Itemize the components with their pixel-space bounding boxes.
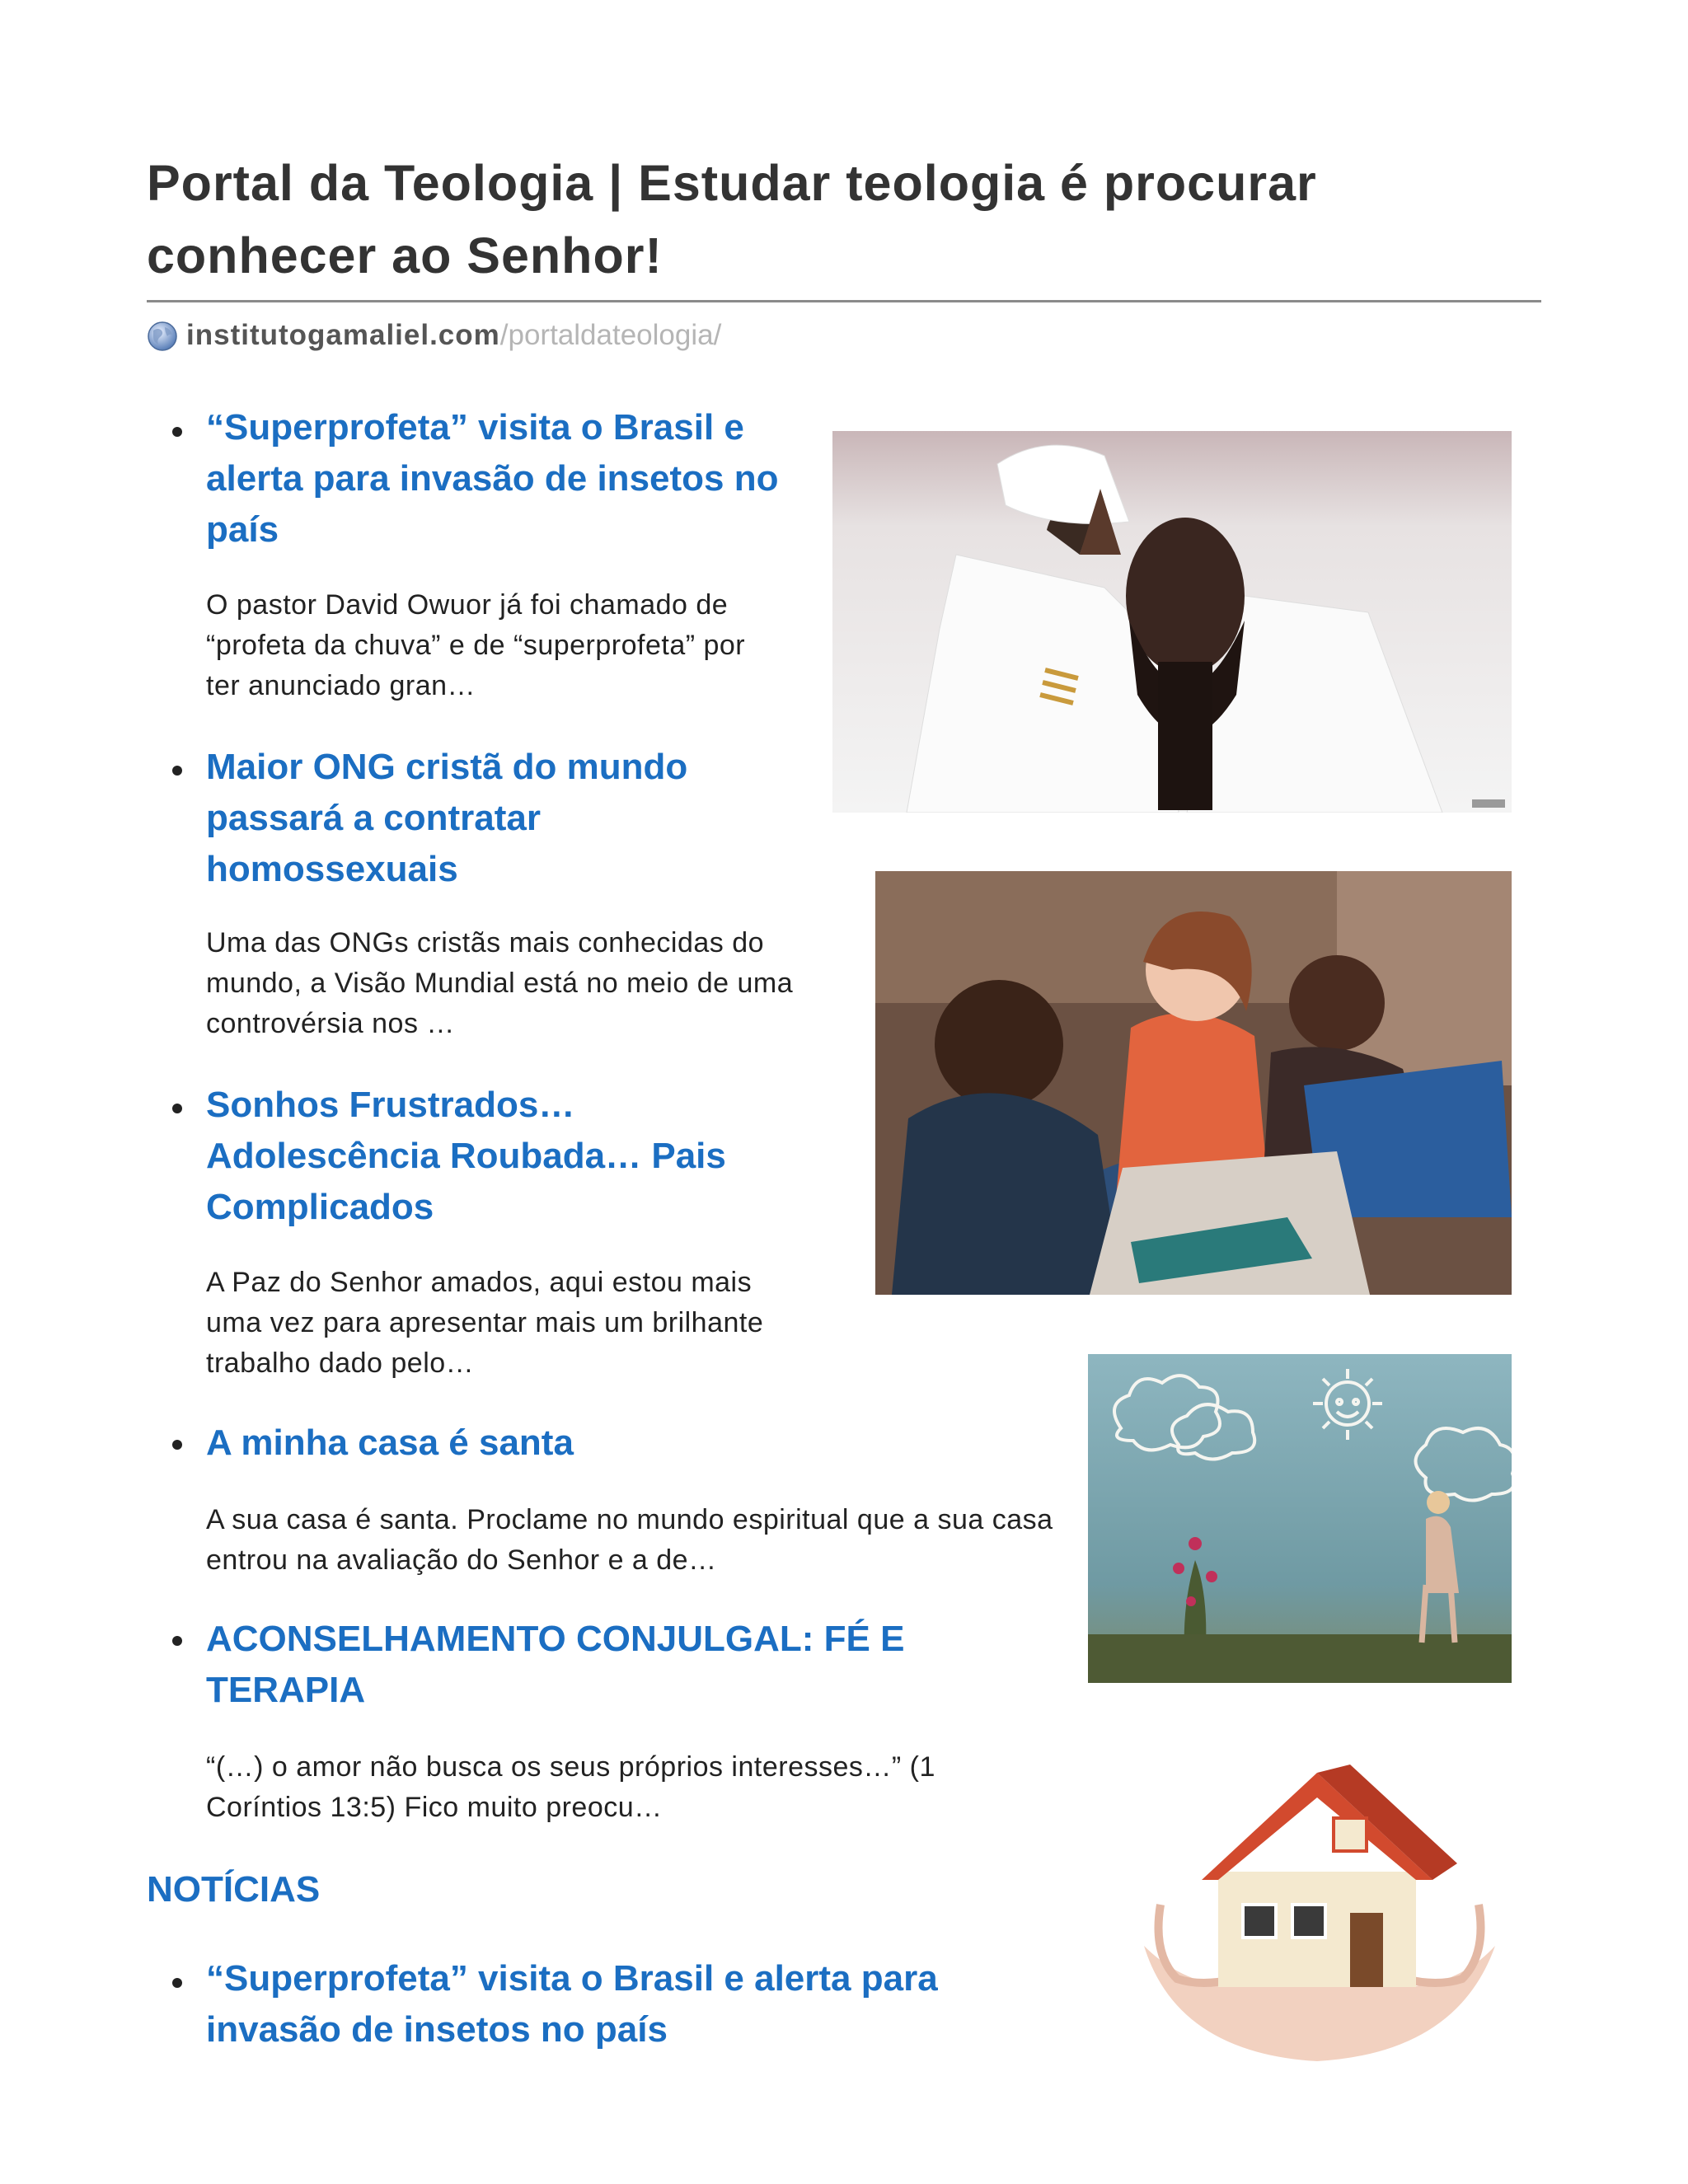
article-excerpt: A Paz do Senhor amados, aqui estou mais uma vez para apresentar mais um brilhante trabalho dado pelo… <box>206 1267 764 1379</box>
page-title: Portal da Teologia | Estudar teologia é procurar conhecer ao Senhor! <box>147 155 1317 284</box>
article-title[interactable]: ACONSELHAMENTO CONJULGAL: FÉ E TERAPIA <box>206 1619 905 1710</box>
list-bullet <box>172 766 182 776</box>
title-divider <box>147 300 1541 302</box>
article-title[interactable]: Maior ONG cristã do mundo passará a contratar homossexuais <box>206 747 688 889</box>
preacher-photo[interactable] <box>832 431 1512 813</box>
source-domain: institutogamaliel.com/portaldateologia/ <box>186 319 722 351</box>
list-bullet <box>172 1636 182 1646</box>
girl-drawing-sky-photo[interactable] <box>1088 1354 1512 1683</box>
volunteer-with-children-photo[interactable] <box>875 871 1512 1295</box>
list-bullet <box>172 427 182 437</box>
article-excerpt: O pastor David Owuor já foi chamado de “profeta da chuva” e de “superprofeta” por ter anunciado gran… <box>206 589 746 701</box>
news-item-title[interactable]: “Superprofeta” visita o Brasil e alerta para invasão de insetos no país <box>206 1958 938 2050</box>
article-excerpt: “(…) o amor não busca os seus próprios interesses…” (1 Coríntios 13:5) Fico muito preocu… <box>206 1751 935 1823</box>
list-bullet <box>172 1104 182 1113</box>
article-title[interactable]: Sonhos Frustrados… Adolescência Roubada… Pais Complicados <box>206 1085 726 1227</box>
globe-icon <box>147 321 178 352</box>
list-bullet <box>172 1440 182 1450</box>
house-in-hands-photo[interactable] <box>1128 1740 1512 2068</box>
source-path: /portaldateologia/ <box>499 319 722 351</box>
article-title[interactable]: A minha casa é santa <box>206 1422 574 1463</box>
article-excerpt: Uma das ONGs cristãs mais conhecidas do mundo, a Visão Mundial está no meio de uma controvérsia nos … <box>206 927 794 1039</box>
section-heading-news: NOTÍCIAS <box>147 1869 321 1910</box>
article-title[interactable]: “Superprofeta” visita o Brasil e alerta para invasão de insetos no país <box>206 407 779 550</box>
article-excerpt: A sua casa é santa. Proclame no mundo espiritual que a sua casa entrou na avaliação do Senhor e a de… <box>206 1504 1053 1576</box>
list-bullet <box>172 1978 182 1988</box>
